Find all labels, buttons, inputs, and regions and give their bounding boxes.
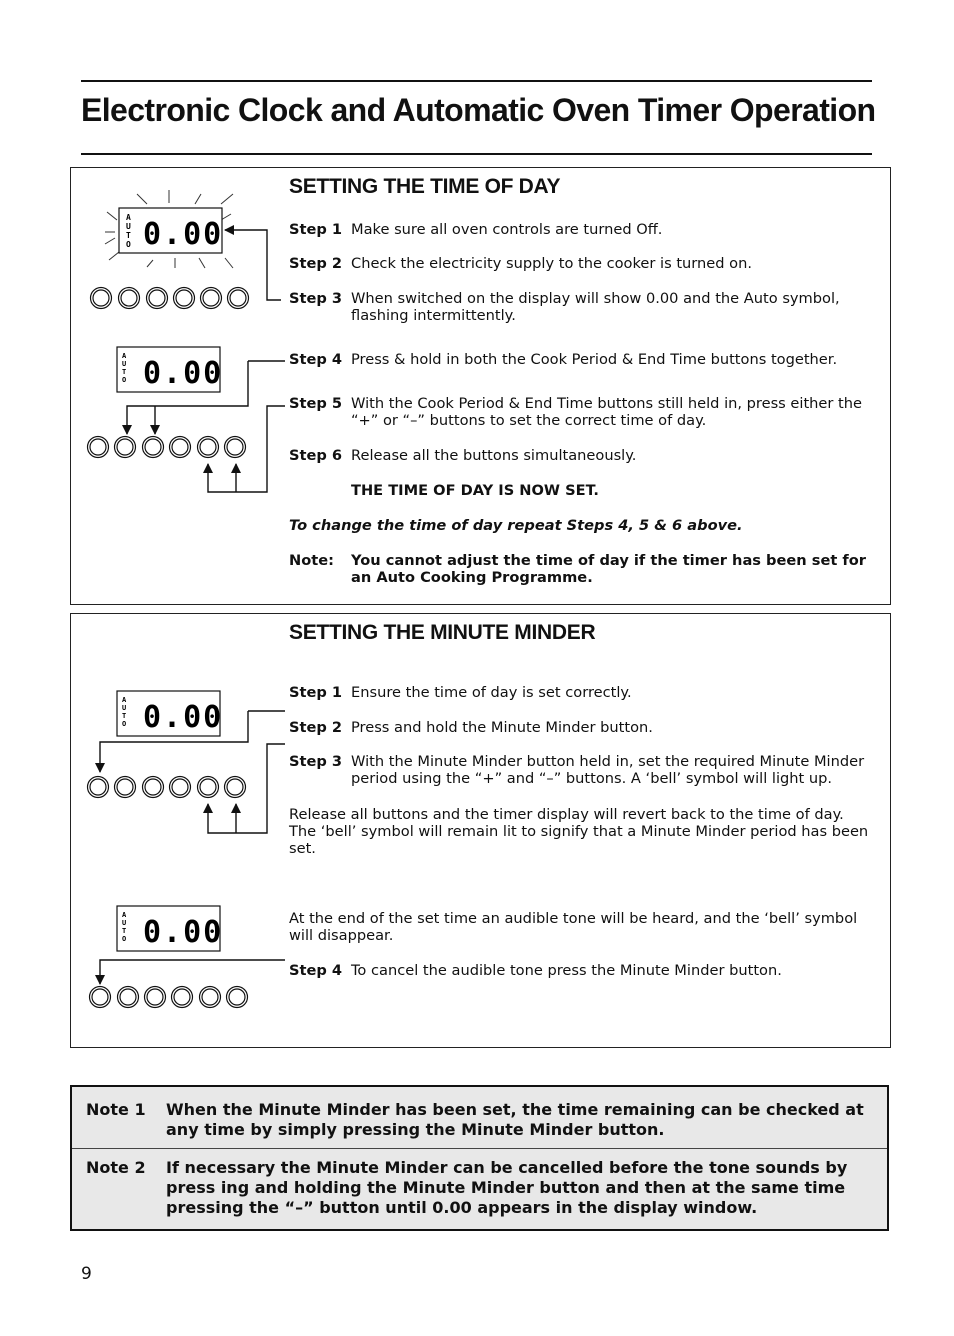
pointer-arrow — [208, 744, 285, 833]
svg-text:U: U — [122, 919, 127, 927]
section-title: SETTING THE MINUTE MINDER — [289, 621, 596, 644]
auto-letter: A — [126, 213, 131, 222]
title-rule-top — [81, 80, 872, 82]
svg-text:T: T — [122, 712, 127, 720]
end-tone-text: At the end of the set time an audible tone will be heard, and the ‘bell’ symbol will disappear. — [289, 910, 858, 944]
timer-buttons-4 — [90, 987, 248, 1008]
svg-text:A: A — [122, 696, 127, 704]
minute-minder-panel — [70, 613, 891, 1048]
svg-text:A: A — [122, 911, 127, 919]
svg-text:U: U — [122, 360, 127, 368]
note-label: Note: — [289, 552, 334, 569]
pointer-arrow — [100, 960, 285, 984]
timer-display-4 — [117, 906, 223, 951]
svg-text:O: O — [122, 720, 127, 728]
timer-buttons-2 — [88, 437, 246, 458]
time-of-day-diagram — [71, 168, 289, 604]
minute-minder-diagram — [71, 614, 289, 1047]
svg-text:A: A — [122, 352, 127, 360]
timer-button — [147, 288, 168, 309]
svg-text:O: O — [122, 935, 127, 943]
page-number: 9 — [81, 1264, 92, 1284]
confirmation-text: THE TIME OF DAY IS NOW SET. — [351, 482, 599, 499]
timer-buttons-1 — [91, 288, 249, 309]
note-divider — [72, 1148, 887, 1149]
note-text: You cannot adjust the time of day if the timer has been set for an Auto Cooking Programme. — [351, 552, 866, 586]
timer-button — [201, 288, 222, 309]
timer-button — [174, 288, 195, 309]
pointer-arrow — [208, 406, 285, 492]
display-readout: 0.00 — [143, 700, 224, 735]
timer-buttons-3 — [88, 777, 246, 798]
timer-button — [228, 288, 249, 309]
bell-lit-text: The ‘bell’ symbol will remain lit to signify that a Minute Minder period has been set. — [289, 823, 869, 857]
page-title: Electronic Clock and Automatic Oven Timer Operation — [81, 92, 876, 128]
timer-button — [91, 288, 112, 309]
notes-box — [70, 1085, 889, 1231]
note-text: If necessary the Minute Minder can be cancelled before the tone sounds by press ing and holding the Minute Minder button and then at the same time pressing the “–” button until 0.00 appears in the display window. — [166, 1158, 848, 1217]
svg-text:O: O — [122, 376, 127, 384]
repeat-instruction: To change the time of day repeat Steps 4, 5 & 6 above. — [289, 517, 743, 534]
note-label: Note 1 — [86, 1100, 146, 1119]
display-readout: 0.00 — [143, 356, 224, 391]
note-label: Note 2 — [86, 1158, 146, 1177]
display-readout: 0.00 — [143, 217, 224, 252]
timer-display-2 — [117, 347, 223, 392]
note-text: When the Minute Minder has been set, the time remaining can be checked at any time by simply pressing the Minute Minder button. — [166, 1100, 864, 1139]
timer-display-3 — [117, 691, 223, 736]
svg-text:T: T — [122, 368, 127, 376]
display-readout: 0.00 — [143, 915, 224, 950]
auto-letter: T — [126, 231, 131, 240]
auto-letter: O — [126, 240, 131, 249]
timer-button — [119, 288, 140, 309]
section-title: SETTING THE TIME OF DAY — [289, 175, 561, 198]
release-text: Release all buttons and the timer display will revert back to the time of day. — [289, 806, 844, 823]
time-of-day-panel — [70, 167, 891, 605]
timer-display-1 — [119, 208, 223, 253]
auto-letter: U — [126, 222, 131, 231]
svg-text:U: U — [122, 704, 127, 712]
minute-minder-content: SETTING THE MINUTE MINDER Step 1 Ensure the time of day is set correctly. Step 2 Press and hold the Minute Minder button. Step 3 With the Minute Minder button held in, set the required Minute Minder period using the “+” and “–” buttons. A ‘bell’ symbol will light up. Release all buttons and the timer display will revert back to the time of day. The ‘bell’ symbol will remain lit to signify that a Minute Minder period has been set. At the end of the set time an audible tone will be heard, and the ‘bell’ symbol will disappear. Step 4 To cancel the audible tone press the Minute Minder button. — [289, 624, 889, 650]
svg-text:T: T — [122, 927, 127, 935]
title-rule-bottom — [81, 153, 872, 155]
time-of-day-content: SETTING THE TIME OF DAY Step 1 Make sure all oven controls are turned Off. Step 2 Check the electricity supply to the cooker is turned on. Step 3 When switched on the display will show 0.00 and the Auto symbol, flashing intermittently. Step 4 Press & hold in both the Cook Period & End Time buttons together. Step 5 With the Cook Period & End Time buttons still held in, press either the “+” or “–” buttons to set the correct time of day. Step 6 Release all the buttons simultaneously. THE TIME OF DAY IS NOW SET. To change the time of day repeat Steps 4, 5 & 6 above. Note: You cannot adjust the time of day if the timer has been set for an Auto Cooking Programme. — [289, 178, 889, 204]
